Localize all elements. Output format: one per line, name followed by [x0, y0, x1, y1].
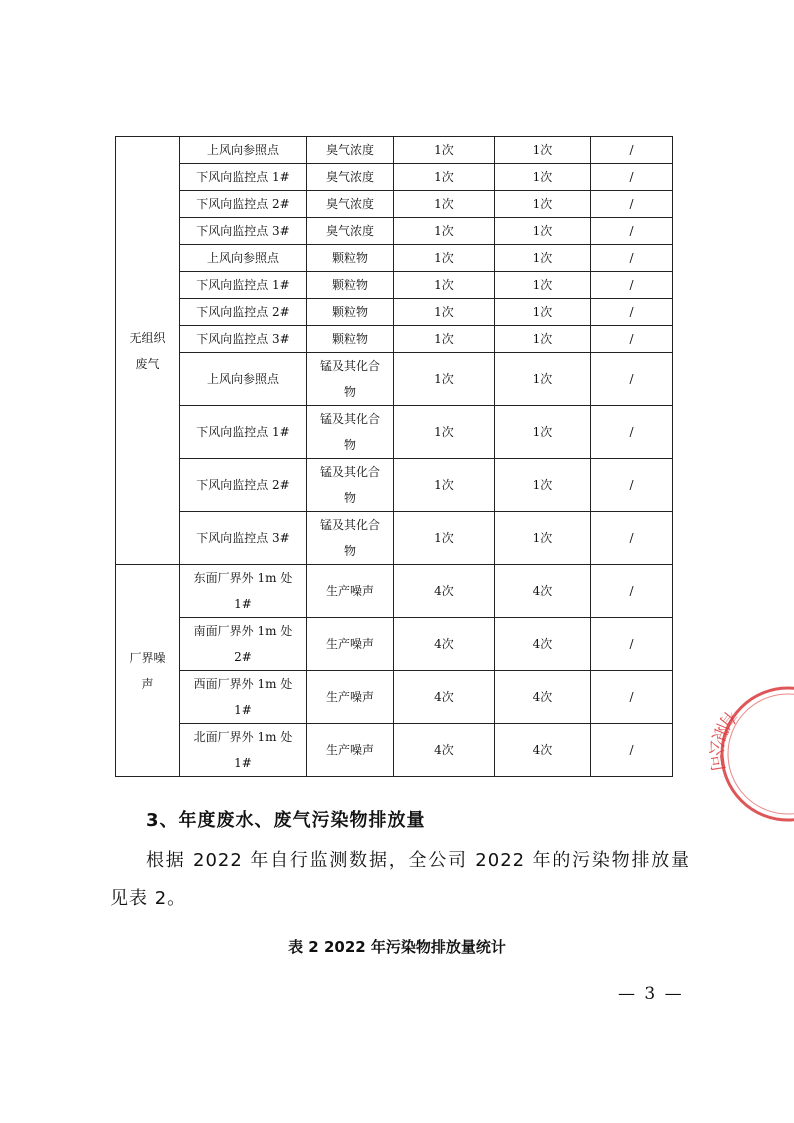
table-row: [116, 724, 673, 777]
monitoring-point-cell: 下风向监控点 3#: [180, 326, 307, 353]
pollutant-cell: 臭气浓度: [307, 137, 394, 164]
frequency-cell: 1次: [495, 406, 591, 459]
category-cell: 厂界噪 声: [116, 565, 180, 777]
table-row: [116, 512, 673, 565]
body-paragraph: 根据 2022 年自行监测数据，全公司 2022 年的污染物排放量见表 2。: [110, 850, 690, 909]
frequency-cell: 1次: [495, 164, 591, 191]
frequency-cell: 1次: [394, 245, 495, 272]
frequency-cell: 4次: [394, 618, 495, 671]
frequency-cell: 1次: [394, 137, 495, 164]
frequency-cell: 1次: [394, 512, 495, 565]
monitoring-point-cell: 南面厂界外 1m 处 2#: [180, 618, 307, 671]
frequency-cell: 1次: [394, 326, 495, 353]
frequency-cell: 1次: [495, 353, 591, 406]
pollutant-cell: 颗粒物: [307, 272, 394, 299]
frequency-cell: 4次: [495, 565, 591, 618]
table-row: [116, 671, 673, 724]
note-cell: /: [591, 671, 673, 724]
pollutant-cell: 颗粒物: [307, 299, 394, 326]
note-cell: /: [591, 272, 673, 299]
frequency-cell: 1次: [495, 137, 591, 164]
pollutant-cell: 生产噪声: [307, 671, 394, 724]
table-row: [116, 191, 673, 218]
monitoring-point-cell: 西面厂界外 1m 处 1#: [180, 671, 307, 724]
table-row: [116, 245, 673, 272]
table-row: [116, 406, 673, 459]
frequency-cell: 1次: [495, 272, 591, 299]
pollutant-cell: 臭气浓度: [307, 191, 394, 218]
frequency-cell: 4次: [495, 671, 591, 724]
frequency-cell: 4次: [394, 724, 495, 777]
pollutant-cell: 锰及其化合 物: [307, 406, 394, 459]
frequency-cell: 1次: [495, 459, 591, 512]
table-row: [116, 272, 673, 299]
table-row: [116, 326, 673, 353]
frequency-cell: 1次: [495, 299, 591, 326]
monitoring-point-cell: 上风向参照点: [180, 245, 307, 272]
pollutant-cell: 生产噪声: [307, 618, 394, 671]
monitoring-point-cell: 上风向参照点: [180, 353, 307, 406]
page-number: — 3 —: [618, 984, 684, 1004]
pollutant-cell: 颗粒物: [307, 326, 394, 353]
frequency-cell: 4次: [495, 618, 591, 671]
note-cell: /: [591, 565, 673, 618]
monitoring-point-cell: 东面厂界外 1m 处 1#: [180, 565, 307, 618]
frequency-cell: 1次: [495, 326, 591, 353]
table-row: [116, 137, 673, 164]
frequency-cell: 1次: [394, 272, 495, 299]
pollutant-cell: 臭气浓度: [307, 164, 394, 191]
pollutant-cell: 颗粒物: [307, 245, 394, 272]
monitoring-point-cell: 下风向监控点 2#: [180, 459, 307, 512]
category-cell: 无组织 废气: [116, 137, 180, 565]
note-cell: /: [591, 353, 673, 406]
frequency-cell: 1次: [394, 459, 495, 512]
table-row: [116, 164, 673, 191]
frequency-cell: 1次: [394, 353, 495, 406]
monitoring-point-cell: 下风向监控点 1#: [180, 406, 307, 459]
frequency-cell: 1次: [495, 218, 591, 245]
monitoring-point-cell: 下风向监控点 2#: [180, 299, 307, 326]
frequency-cell: 4次: [394, 671, 495, 724]
note-cell: /: [591, 245, 673, 272]
frequency-cell: 1次: [394, 218, 495, 245]
monitoring-table: [115, 136, 673, 777]
table-row: [116, 565, 673, 618]
monitoring-point-cell: 北面厂界外 1m 处 1#: [180, 724, 307, 777]
frequency-cell: 4次: [495, 724, 591, 777]
pollutant-cell: 臭气浓度: [307, 218, 394, 245]
pollutant-cell: 锰及其化合 物: [307, 512, 394, 565]
note-cell: /: [591, 406, 673, 459]
svg-text:有限公司: 有限公司: [704, 705, 741, 773]
note-cell: /: [591, 164, 673, 191]
frequency-cell: 1次: [394, 191, 495, 218]
note-cell: /: [591, 191, 673, 218]
monitoring-point-cell: 下风向监控点 3#: [180, 512, 307, 565]
pollutant-cell: 生产噪声: [307, 565, 394, 618]
monitoring-point-cell: 下风向监控点 2#: [180, 191, 307, 218]
frequency-cell: 1次: [495, 512, 591, 565]
frequency-cell: 1次: [495, 191, 591, 218]
pollutant-cell: 锰及其化合 物: [307, 459, 394, 512]
monitoring-point-cell: 下风向监控点 1#: [180, 164, 307, 191]
frequency-cell: 1次: [394, 406, 495, 459]
note-cell: /: [591, 618, 673, 671]
note-cell: /: [591, 326, 673, 353]
note-cell: /: [591, 724, 673, 777]
table-row: [116, 353, 673, 406]
frequency-cell: 1次: [495, 245, 591, 272]
table-row: [116, 218, 673, 245]
frequency-cell: 1次: [394, 299, 495, 326]
note-cell: /: [591, 137, 673, 164]
monitoring-point-cell: 下风向监控点 1#: [180, 272, 307, 299]
pollutant-cell: 锰及其化合 物: [307, 353, 394, 406]
monitoring-point-cell: 上风向参照点: [180, 137, 307, 164]
table-row: [116, 459, 673, 512]
table-caption: 表 2 2022 年污染物排放量统计: [288, 938, 506, 956]
note-cell: /: [591, 459, 673, 512]
table-row: [116, 299, 673, 326]
frequency-cell: 4次: [394, 565, 495, 618]
table-row: [116, 618, 673, 671]
company-seal-stamp: [696, 680, 794, 830]
monitoring-point-cell: 下风向监控点 3#: [180, 218, 307, 245]
frequency-cell: 1次: [394, 164, 495, 191]
note-cell: /: [591, 218, 673, 245]
note-cell: /: [591, 512, 673, 565]
pollutant-cell: 生产噪声: [307, 724, 394, 777]
section-heading: 3、年度废水、废气污染物排放量: [146, 810, 426, 831]
note-cell: /: [591, 299, 673, 326]
